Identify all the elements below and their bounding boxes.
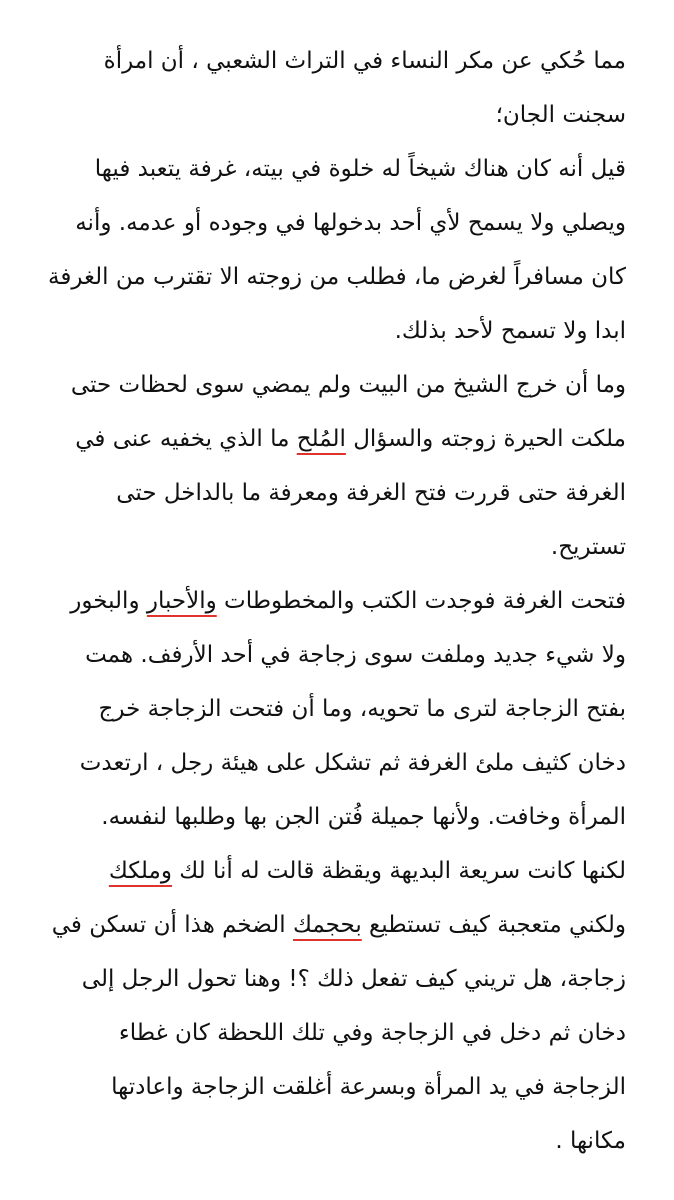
- paragraph-bottle-opened: [48, 574, 626, 844]
- spellcheck-flagged-word[interactable]: بحجمك: [292, 912, 362, 938]
- paragraph-text: وما أن خرج الشيخ من البيت ولم يمضي سوى لحظات حتى ملكت الحيرة زوجته والسؤال: [70, 372, 626, 452]
- paragraph-text: لكنها كانت سريعة البديهة ويقظة قالت له أنا لك: [171, 858, 626, 884]
- spellcheck-flagged-word[interactable]: والأحبار: [146, 588, 217, 614]
- paragraph-trick: [48, 844, 626, 1168]
- document-body: [48, 34, 626, 1168]
- paragraph-text: فتحت الغرفة فوجدت الكتب والمخطوطات: [216, 588, 626, 614]
- paragraph-text: والبخور ولا شيء جديد وملفت سوى زجاجة في أحد الأرفف. همت بفتح الزجاجة لترى ما تحويه، وما أن فتحت الزجاجة خرج دخان كثيف ملئ الغرفة ثم تشكل على هيئة رجل ، ارتعدت المرأة وخافت. ولأنها جميلة فُتن الجن بها وطلبها لنفسه.: [70, 588, 626, 830]
- paragraph-intro: مما حُكي عن مكر النساء في التراث الشعبي ، أن امرأة سجنت الجان؛: [103, 48, 626, 128]
- paragraph-curiosity: [48, 358, 626, 574]
- spellcheck-flagged-word[interactable]: المُلح: [296, 426, 346, 452]
- spellcheck-flagged-word[interactable]: وملكك: [108, 858, 172, 884]
- paragraph-sheikh-retreat: قيل أنه كان هناك شيخاً له خلوة في بيته، غرفة يتعبد فيها ويصلي ولا يسمح لأي أحد بدخولها في وجوده أو عدمه. وأنه كان مسافراً لغرض ما، فطلب من زوجته الا تقترب من الغرفة ابدا ولا تسمح لأحد بذلك.: [48, 156, 626, 344]
- paragraph-text: ولكني متعجبة كيف تستطيع: [361, 912, 626, 938]
- paragraph-text: ما الذي يخفيه عنى في الغرفة حتى قررت فتح الغرفة ومعرفة ما بالداخل حتى تستريح.: [75, 426, 626, 560]
- paragraph-text: الضخم هذا أن تسكن في زجاجة، هل تريني كيف تفعل ذلك ؟! وهنا تحول الرجل إلى دخان ثم دخل في الزجاجة وفي تلك اللحظة كان غطاء الزجاجة في يد المرأة وبسرعة أغلقت الزجاجة واعادتها مكانها .: [51, 912, 626, 1154]
